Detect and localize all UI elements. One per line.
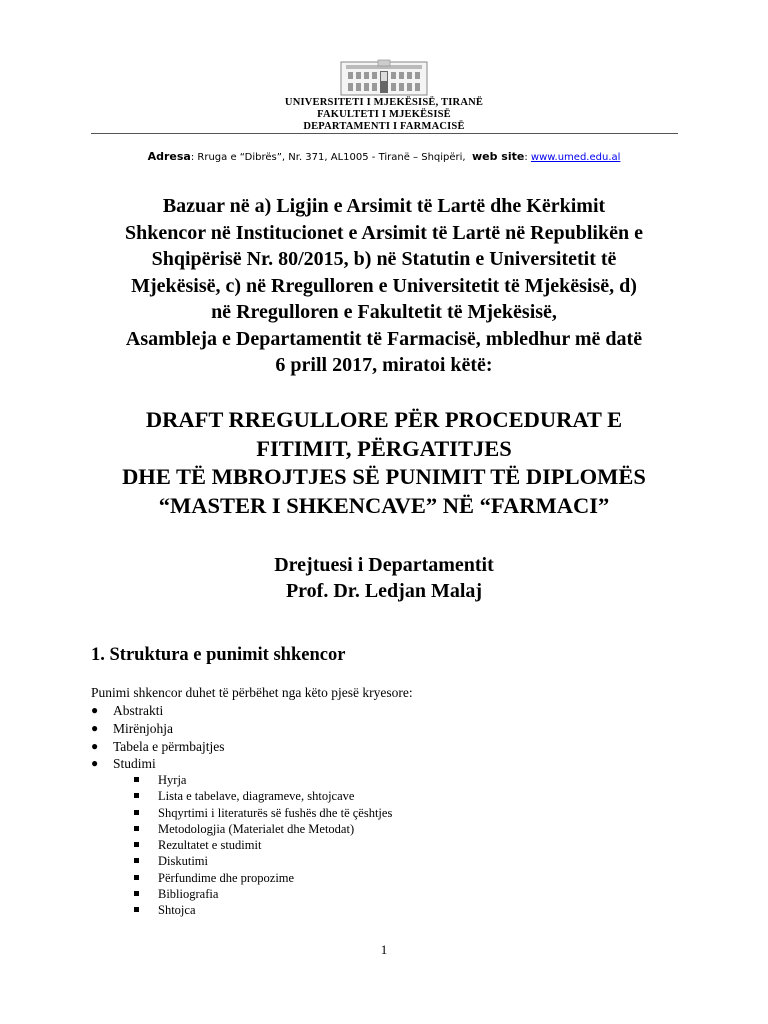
intro-paragraph — [60, 193, 708, 379]
bullet-icon: ● — [91, 756, 99, 771]
address-line — [0, 150, 768, 163]
intro-line: Shkencor në Institucionet e Arsimit të Lartë në Republikën e — [125, 221, 643, 244]
address-text: : Rruga e “Dibrës”, Nr. 371, AL1005 - Tiranë – Shqipëri, — [190, 152, 466, 163]
sub-list-item: Shqyrtimi i literaturës së fushës dhe të çështjes — [134, 805, 392, 821]
director-name: Prof. Dr. Ledjan Malaj — [285, 580, 483, 602]
sub-list — [134, 772, 392, 919]
square-bullet-icon — [134, 842, 139, 847]
title-line: FITIMIT, PËRGATITJES — [256, 435, 512, 461]
title-line: DRAFT RREGULLORE PËR PROCEDURAT E — [145, 407, 623, 432]
sub-list-item: Rezultatet e studimit — [134, 837, 392, 853]
faculty-name: FAKULTETI I MJEKËSISË — [317, 109, 451, 120]
section-heading: 1. Struktura e punimit shkencor — [91, 645, 346, 665]
sub-list-item: Bibliografia — [134, 886, 392, 902]
sub-list-item: Hyrja — [134, 772, 392, 788]
director-role: Drejtuesi i Departamentit — [274, 554, 494, 576]
bullet-icon: ● — [91, 738, 99, 753]
square-bullet-icon — [134, 810, 139, 815]
bullet-icon: ● — [91, 703, 99, 717]
section-intro-text: Punimi shkencor duhet të përbëhet nga këto pjesë kryesore: — [91, 685, 413, 700]
department-name: DEPARTAMENTI I FARMACISË — [303, 121, 465, 132]
sub-list-item: Përfundime dhe propozime — [134, 870, 392, 886]
list-item: ● Tabela e përmbajtjes — [91, 738, 225, 754]
list-item: ● Abstrakti — [91, 703, 164, 718]
intro-line: në Rregulloren e Fakultetit të Mjekësisë, — [211, 301, 557, 323]
university-name: UNIVERSITETI I MJEKËSISË, TIRANË — [284, 97, 484, 108]
main-list — [91, 702, 225, 773]
list-item: ● Mirënjohja — [91, 720, 173, 736]
list-item: ● Studimi — [91, 756, 156, 772]
title-line: DHE TË MBROJTJES SË PUNIMIT TË DIPLOMËS — [122, 464, 646, 489]
title-line: “MASTER I SHKENCAVE” NË “FARMACI” — [158, 492, 610, 518]
square-bullet-icon — [134, 793, 139, 798]
page-number: 1 — [380, 942, 388, 957]
sub-list-item: Diskutimi — [134, 853, 392, 869]
sub-list-item: Lista e tabelave, diagrameve, shtojcave — [134, 788, 392, 804]
square-bullet-icon — [134, 875, 139, 880]
university-building-logo — [340, 58, 428, 96]
document-title — [60, 406, 708, 520]
address-label: Adresa — [147, 150, 191, 163]
intro-line: Bazuar në a) Ligjin e Arsimit të Lartë dhe Kërkimit — [162, 195, 606, 217]
director-block — [60, 552, 708, 604]
intro-line: Asambleja e Departamentit të Farmacisë, mbledhur më datë — [125, 327, 643, 350]
web-site-label: web site — [471, 150, 525, 163]
square-bullet-icon — [134, 858, 139, 863]
intro-line: Shqipërisë Nr. 80/2015, b) në Statutin e Universitetit të — [151, 248, 617, 270]
header-divider — [91, 133, 678, 134]
square-bullet-icon — [134, 777, 139, 782]
square-bullet-icon — [134, 891, 139, 896]
intro-line: 6 prill 2017, miratoi këtë: — [275, 354, 493, 376]
square-bullet-icon — [134, 907, 139, 912]
sub-list-item: Shtojca — [134, 902, 392, 918]
sub-list-item: Metodologjia (Materialet dhe Metodat) — [134, 821, 392, 837]
web-site-link[interactable]: www.umed.edu.al — [530, 152, 621, 163]
bullet-icon: ● — [91, 720, 99, 735]
square-bullet-icon — [134, 826, 139, 831]
intro-line: Mjekësisë, c) në Rregulloren e Universitetit të Mjekësisë, d) — [131, 274, 637, 297]
web-site-sep: : — [524, 152, 528, 163]
